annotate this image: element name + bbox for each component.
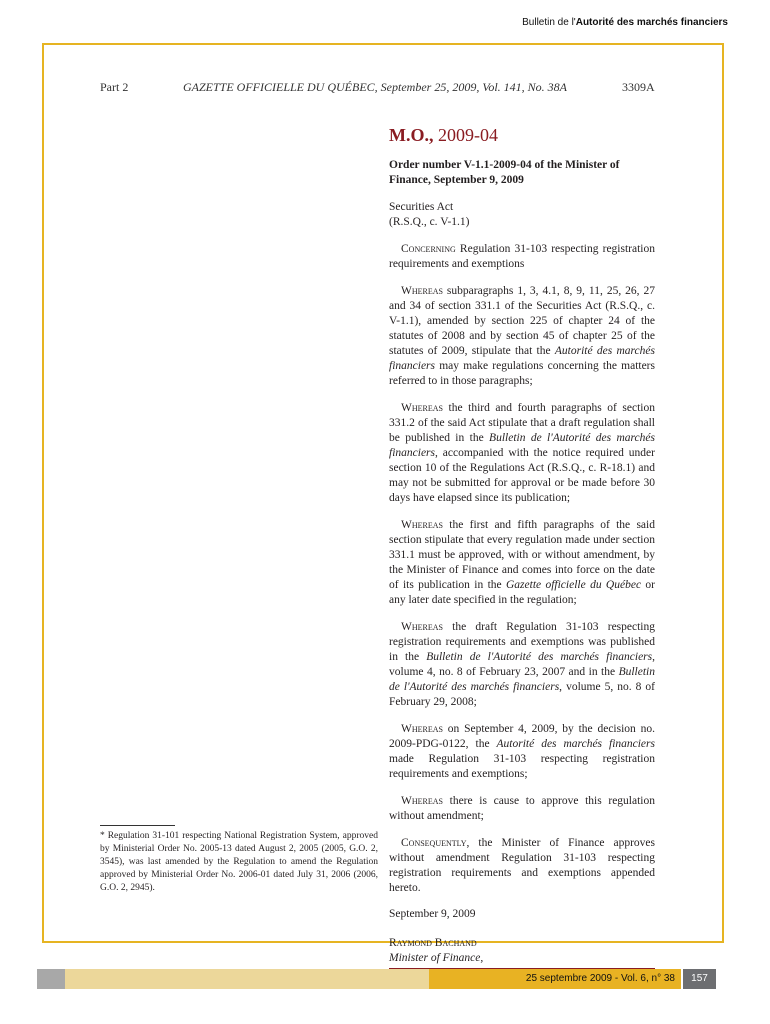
whereas2-text: the third and fourth paragraphs of section 331.2 of the said Act stipulate that a draft regulation shall be published in the	[389, 402, 655, 444]
act-name: Securities Act	[389, 201, 454, 213]
whereas4-italic: Bulletin de l'Autorité des marchés financiers	[426, 651, 653, 663]
act-citation: (R.S.Q., c. V-1.1)	[389, 216, 470, 228]
footer-page-number: 157	[683, 969, 716, 989]
footer-pale-block	[65, 969, 429, 989]
signatory-name: Raymond Bachand	[389, 937, 477, 949]
consequently-paragraph	[389, 836, 655, 896]
footer-grey-block	[37, 969, 65, 989]
whereas6-text: there is cause to approve this regulation without amendment;	[389, 795, 655, 822]
whereas-lead: Whereas	[401, 621, 443, 633]
order-title-line2: Finance, September 9, 2009	[389, 174, 524, 186]
consequently-lead: Consequently	[401, 837, 467, 849]
whereas3-italic: Gazette officielle du Québec	[505, 579, 642, 591]
mo-label: M.O.,	[389, 125, 434, 145]
whereas-lead: Whereas	[401, 519, 443, 531]
gazette-page-number: 3309A	[622, 80, 655, 94]
consequently-text: , the Minister of Finance approves without amendment Regulation 31-103 respecting registration requirements and exemptions appended hereto.	[389, 837, 655, 894]
act-reference	[389, 200, 655, 230]
whereas2-italic: Bulletin de l'Autorité des marchés financiers	[389, 432, 655, 459]
whereas4-text-end: , volume 5, no. 8 of February 29, 2008;	[389, 681, 656, 708]
footer-bar	[37, 969, 716, 989]
gazette-part: Part 2	[100, 80, 129, 94]
footnote: * Regulation 31-101 respecting National Registration System, approved by Ministerial Order No. 2005-13 dated August 2, 2005 (2005, G.O. 2, 3545), was last amended by the Regulation to amend the Regulation approved by Ministerial Order No. 2006-01 dated July 31, 2006 (2006, G.O. 2, 2945).	[100, 831, 378, 893]
whereas2-text-end: , accompanied with the notice required under section 10 of the Regulations Act (R.S.Q., c. R-18.1) and may not be submitted for approval or be made before 30 days have elapsed since its publication;	[389, 447, 655, 504]
whereas4-text: the draft Regulation 31-103 respecting registration requirements and exemptions was published in the	[389, 621, 655, 663]
footnote-rule	[100, 825, 175, 826]
whereas-paragraph-6	[389, 794, 655, 824]
mo-title	[389, 125, 655, 146]
whereas-paragraph-2	[389, 401, 655, 506]
whereas-paragraph-4	[389, 620, 655, 710]
whereas3-text-end: or any later date specified in the regulation;	[389, 579, 655, 606]
whereas4-italic-2: Bulletin de l'Autorité des marchés financiers	[389, 666, 655, 693]
whereas1-text: subparagraphs 1, 3, 4.1, 8, 9, 11, 25, 26, 27 and 34 of section 331.1 of the Securities Act (R.S.Q., c. V-1.1), amended by section 225 of chapter 24 of the statutes of 2008 and by section 45 of chapter 25 of the statutes of 2009, stipulate that the	[389, 285, 655, 357]
signatory-title: Minister of Finance,	[389, 952, 484, 964]
whereas-lead: Whereas	[401, 723, 443, 735]
mo-number: 2009-04	[438, 125, 498, 145]
whereas-lead: Whereas	[401, 285, 443, 297]
order-title-line1: Order number V-1.1-2009-04 of the Minister of	[389, 159, 620, 171]
signature-date: September 9, 2009	[389, 908, 476, 920]
whereas4-text-mid: , volume 4, no. 8 of February 23, 2007 and in the	[389, 651, 655, 678]
bulletin-name: Autorité des marchés financiers	[575, 17, 728, 28]
whereas-paragraph-5	[389, 722, 655, 782]
bulletin-header	[522, 17, 728, 28]
whereas-lead: Whereas	[401, 402, 443, 414]
whereas5-text-end: made Regulation 31-103 respecting registration requirements and exemptions;	[389, 753, 655, 780]
whereas3-text: the first and fifth paragraphs of the said section stipulate that every regulation made under section 331.1 must be approved, with or without amendment, by the Minister of Finance and comes into force on the date of its publication in the	[389, 519, 655, 591]
whereas-paragraph-3	[389, 518, 655, 608]
footer-issue: 25 septembre 2009 - Vol. 6, n° 38	[429, 969, 681, 989]
concerning-lead: Concerning	[401, 243, 456, 255]
whereas-lead: Whereas	[401, 795, 443, 807]
order-title	[389, 158, 655, 188]
whereas1-italic: Autorité des marchés financiers	[389, 345, 655, 372]
whereas5-italic: Autorité des marchés financiers	[496, 738, 655, 750]
order-column	[389, 125, 655, 970]
whereas5-text: on September 4, 2009, by the decision no. 2009-PDG-0122, the	[389, 723, 655, 750]
concerning-paragraph	[389, 242, 655, 272]
whereas1-text-end: may make regulations concerning the matters referred to in those paragraphs;	[389, 360, 655, 387]
concerning-text: Regulation 31-103 respecting registration requirements and exemptions	[389, 243, 655, 270]
whereas-paragraph-1	[389, 284, 655, 389]
bulletin-prefix: Bulletin de l'	[522, 17, 576, 28]
gazette-title: GAZETTE OFFICIELLE DU QUÉBEC, September 25, 2009, Vol. 141, No. 38A	[183, 80, 567, 94]
